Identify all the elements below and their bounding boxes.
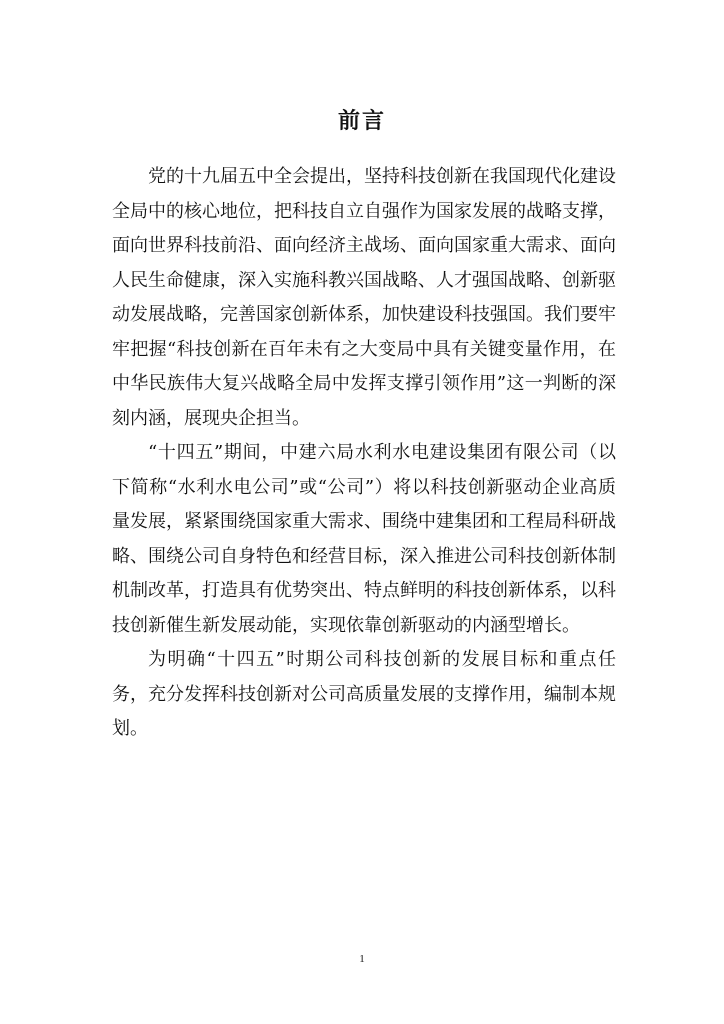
paragraph-3: 为明确“十四五”时期公司科技创新的发展目标和重点任务，充分发挥科技创新对公司高质量发展的支撑作用，编制本规划。 [112, 649, 616, 739]
document-body [112, 160, 616, 747]
paragraph-1: 党的十九届五中全会提出，坚持科技创新在我国现代化建设全局中的核心地位，把科技自立自强作为国家发展的战略支撑，面向世界科技前沿、面向经济主战场、面向国家重大需求、面向人民生命健康，深入实施科教兴国战略、人才强国战略、创新驱动发展战略，完善国家创新体系，加快建设科技强国。我们要牢牢把握“科技创新在百年未有之大变局中具有关键变量作用，在中华民族伟大复兴战略全局中发挥支撑引领作用”这一判断的深刻内涵，展现央企担当。 [112, 166, 616, 429]
page-number: 1 [359, 953, 365, 965]
paragraph-2: “十四五”期间，中建六局水利水电建设集团有限公司（以下简称“水利水电公司”或“公司”）将以科技创新驱动企业高质量发展，紧紧围绕国家重大需求、围绕中建集团和工程局科研战略、围绕公司自身特色和经营目标，深入推进公司科技创新体制机制改革，打造具有优势突出、特点鲜明的科技创新体系，以科技创新催生新发展动能，实现依靠创新驱动的内涵型增长。 [112, 442, 616, 636]
page-title: 前言 [337, 108, 386, 134]
